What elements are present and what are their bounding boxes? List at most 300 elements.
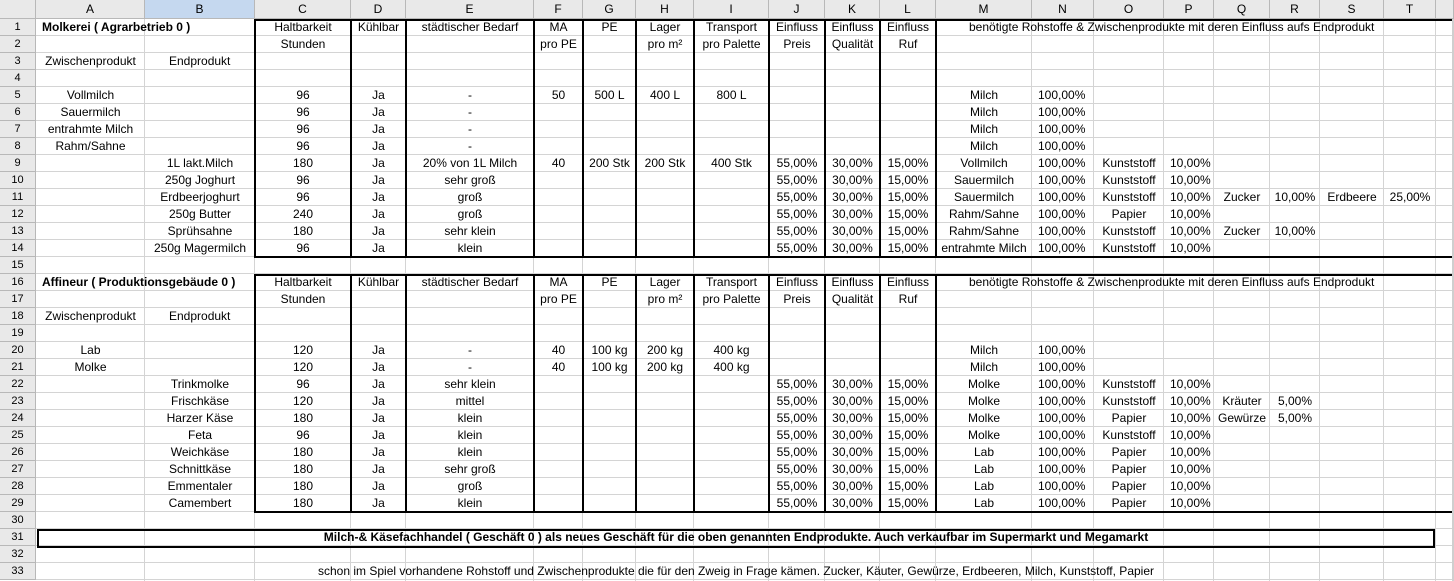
cell-e23[interactable]: mittel (455, 394, 485, 408)
column-header-n[interactable]: N (1032, 0, 1094, 19)
cell-d20[interactable]: Ja (372, 343, 385, 357)
cell-a8[interactable]: Rahm/Sahne (55, 139, 126, 153)
cell-m5[interactable]: Milch (969, 88, 998, 102)
cell-b27[interactable]: Schnittkäse (168, 462, 232, 476)
cell-k22[interactable]: 30,00% (832, 377, 873, 391)
cell-f20[interactable]: 40 (551, 343, 566, 357)
cell-n22[interactable]: 100,00% (1038, 377, 1086, 391)
cell-f5[interactable]: 50 (551, 88, 566, 102)
cell-d5[interactable]: Ja (372, 88, 385, 102)
cell-r24[interactable]: 5,00% (1277, 411, 1313, 425)
cell-e11[interactable]: groß (457, 190, 483, 204)
cell-d8[interactable]: Ja (372, 139, 385, 153)
cell-j10[interactable]: 55,00% (776, 173, 818, 187)
cell-d25[interactable]: Ja (372, 428, 385, 442)
cell-g1[interactable]: PE (601, 20, 618, 34)
column-header-b[interactable]: B (145, 0, 255, 19)
cell-o13[interactable]: Kunststoff (1102, 224, 1156, 238)
cell-d24[interactable]: Ja (372, 411, 385, 425)
cell-e14[interactable]: klein (457, 241, 483, 255)
cell-p10[interactable]: 10,00% (1170, 173, 1211, 187)
cell-l26[interactable]: 15,00% (887, 445, 929, 459)
cell-c14[interactable]: 96 (296, 241, 310, 255)
cell-p29[interactable]: 10,00% (1170, 496, 1211, 510)
cell-t11[interactable]: 25,00% (1389, 190, 1431, 204)
cell-e6[interactable]: - (468, 105, 472, 119)
cell-n24[interactable]: 100,00% (1038, 411, 1086, 425)
cell-n29[interactable]: 100,00% (1038, 496, 1086, 510)
cell-c11[interactable]: 96 (296, 190, 310, 204)
cell-e26[interactable]: klein (457, 445, 483, 459)
cell-e21[interactable]: - (468, 360, 472, 374)
row-header-9[interactable]: 9 (0, 155, 36, 172)
cell-e20[interactable]: - (468, 343, 472, 357)
cell-q11[interactable]: Zucker (1223, 190, 1261, 204)
cell-m20[interactable]: Milch (969, 343, 998, 357)
cell-d6[interactable]: Ja (372, 105, 385, 119)
cell-i1[interactable]: Transport (706, 20, 757, 34)
cell-d28[interactable]: Ja (372, 479, 385, 493)
row-header-8[interactable]: 8 (0, 138, 36, 155)
cell-j13[interactable]: 55,00% (776, 224, 818, 238)
cell-j28[interactable]: 55,00% (776, 479, 818, 493)
cell-i2[interactable]: pro Palette (702, 37, 761, 51)
cell-j17[interactable]: Preis (783, 292, 811, 306)
cell-h9[interactable]: 200 Stk (644, 156, 686, 170)
cell-c5[interactable]: 96 (296, 88, 310, 102)
cell-m25[interactable]: Molke (967, 428, 1000, 442)
cell-n11[interactable]: 100,00% (1038, 190, 1086, 204)
cell-o22[interactable]: Kunststoff (1102, 377, 1156, 391)
row-header-24[interactable]: 24 (0, 410, 36, 427)
cell-r13[interactable]: 10,00% (1274, 224, 1316, 238)
cell-g9[interactable]: 200 Stk (589, 156, 630, 170)
cell-i21[interactable]: 400 kg (713, 360, 750, 374)
cell-k26[interactable]: 30,00% (832, 445, 873, 459)
row-header-7[interactable]: 7 (0, 121, 36, 138)
cell-d1[interactable]: Kühlbar (357, 20, 400, 34)
cell-q24[interactable]: Gewürze (1217, 411, 1267, 425)
cell-n9[interactable]: 100,00% (1038, 156, 1086, 170)
cell-c2[interactable]: Stunden (280, 37, 326, 51)
cell-j12[interactable]: 55,00% (776, 207, 818, 221)
cell-i17[interactable]: pro Palette (702, 292, 761, 306)
cell-d10[interactable]: Ja (372, 173, 385, 187)
cell-o9[interactable]: Kunststoff (1102, 156, 1156, 170)
cell-k12[interactable]: 30,00% (832, 207, 873, 221)
row-header-17[interactable]: 17 (0, 291, 36, 308)
cell-m10[interactable]: Sauermilch (953, 173, 1015, 187)
cell-p28[interactable]: 10,00% (1170, 479, 1211, 493)
cell-p12[interactable]: 10,00% (1170, 207, 1211, 221)
row-header-21[interactable]: 21 (0, 359, 36, 376)
cell-f9[interactable]: 40 (551, 156, 566, 170)
cell-b28[interactable]: Emmentaler (167, 479, 233, 493)
cell-s11[interactable]: Erdbeere (1327, 190, 1377, 204)
column-header-d[interactable]: D (351, 0, 406, 19)
cell-k10[interactable]: 30,00% (832, 173, 873, 187)
cell-c6[interactable]: 96 (296, 105, 310, 119)
cell-l29[interactable]: 15,00% (887, 496, 929, 510)
cell-c25[interactable]: 96 (296, 428, 310, 442)
cell-i5[interactable]: 800 L (716, 88, 747, 102)
cell-o23[interactable]: Kunststoff (1102, 394, 1156, 408)
cell-o14[interactable]: Kunststoff (1102, 241, 1156, 255)
cell-h5[interactable]: 400 L (649, 88, 681, 102)
cell-m13[interactable]: Rahm/Sahne (948, 224, 1020, 238)
cell-l10[interactable]: 15,00% (887, 173, 929, 187)
cell-o11[interactable]: Kunststoff (1102, 190, 1156, 204)
cell-c26[interactable]: 180 (292, 445, 314, 459)
cell-j23[interactable]: 55,00% (776, 394, 818, 408)
cell-b13[interactable]: Sprühsahne (167, 224, 233, 238)
row-header-1[interactable]: 1 (0, 19, 36, 36)
cell-c22[interactable]: 96 (296, 377, 310, 391)
row-header-18[interactable]: 18 (0, 308, 36, 325)
cell-j29[interactable]: 55,00% (776, 496, 818, 510)
cell-m23[interactable]: Molke (967, 394, 1000, 408)
cell-f21[interactable]: 40 (551, 360, 566, 374)
row-header-15[interactable]: 15 (0, 257, 36, 274)
cell-l16[interactable]: Einfluss (886, 275, 930, 289)
cell-m27[interactable]: Lab (973, 462, 995, 476)
row-header-20[interactable]: 20 (0, 342, 36, 359)
cell-q23[interactable]: Kräuter (1222, 394, 1262, 408)
cell-c1[interactable]: Haltbarkeit (274, 20, 332, 34)
cell-c23[interactable]: 120 (292, 394, 314, 408)
cell-k17[interactable]: Qualität (831, 292, 874, 306)
cell-m9[interactable]: Vollmilch (960, 156, 1008, 170)
cell-m1[interactable]: benötigte Rohstoffe & Zwischenprodukte mit deren Einfluss aufs Endprodukt (969, 20, 1375, 34)
cell-a1[interactable]: Molkerei ( Agrarbetrieb 0 ) (42, 20, 191, 34)
row-header-3[interactable]: 3 (0, 53, 36, 70)
cell-m16[interactable]: benötigte Rohstoffe & Zwischenprodukte mit deren Einfluss aufs Endprodukt (969, 275, 1375, 289)
cell-n25[interactable]: 100,00% (1038, 428, 1086, 442)
cell-o26[interactable]: Papier (1111, 445, 1147, 459)
cell-i9[interactable]: 400 Stk (711, 156, 752, 170)
column-header-r[interactable]: R (1270, 0, 1320, 19)
cell-c21[interactable]: 120 (292, 360, 314, 374)
cell-p25[interactable]: 10,00% (1170, 428, 1211, 442)
cell-o27[interactable]: Papier (1111, 462, 1147, 476)
row-header-28[interactable]: 28 (0, 478, 36, 495)
cell-e22[interactable]: sehr klein (444, 377, 496, 391)
cell-l1[interactable]: Einfluss (886, 20, 930, 34)
cell-e13[interactable]: sehr klein (444, 224, 496, 238)
cell-e25[interactable]: klein (457, 428, 483, 442)
cell-g5[interactable]: 500 L (594, 88, 625, 102)
cell-l17[interactable]: Ruf (898, 292, 918, 306)
cell-o24[interactable]: Papier (1111, 411, 1147, 425)
cell-k16[interactable]: Einfluss (831, 275, 874, 289)
column-header-e[interactable]: E (406, 0, 534, 19)
column-header-g[interactable]: G (583, 0, 636, 19)
cell-h16[interactable]: Lager (649, 275, 681, 289)
cell-p26[interactable]: 10,00% (1170, 445, 1211, 459)
cell-n21[interactable]: 100,00% (1038, 360, 1086, 374)
row-header-14[interactable]: 14 (0, 240, 36, 257)
cell-k1[interactable]: Einfluss (831, 20, 874, 34)
column-header-m[interactable]: M (936, 0, 1032, 19)
cell-i20[interactable]: 400 kg (713, 343, 750, 357)
cell-b3[interactable]: Endprodukt (169, 54, 231, 68)
cell-e5[interactable]: - (468, 88, 472, 102)
cell-o28[interactable]: Papier (1111, 479, 1147, 493)
cell-o29[interactable]: Papier (1111, 496, 1147, 510)
cell-n8[interactable]: 100,00% (1038, 139, 1086, 153)
cell-d9[interactable]: Ja (372, 156, 385, 170)
row-header-23[interactable]: 23 (0, 393, 36, 410)
column-header-a[interactable]: A (36, 0, 145, 19)
cell-d16[interactable]: Kühlbar (357, 275, 400, 289)
cell-l22[interactable]: 15,00% (887, 377, 929, 391)
cell-p11[interactable]: 10,00% (1170, 190, 1211, 204)
cell-c24[interactable]: 180 (292, 411, 314, 425)
cell-k24[interactable]: 30,00% (832, 411, 873, 425)
cell-b11[interactable]: Erdbeerjoghurt (160, 190, 240, 204)
cell-p27[interactable]: 10,00% (1170, 462, 1211, 476)
cell-j27[interactable]: 55,00% (776, 462, 818, 476)
cell-j22[interactable]: 55,00% (776, 377, 818, 391)
cell-r11[interactable]: 10,00% (1274, 190, 1316, 204)
cell-b10[interactable]: 250g Joghurt (164, 173, 236, 187)
cell-n26[interactable]: 100,00% (1038, 445, 1086, 459)
column-header-l[interactable]: L (880, 0, 936, 19)
cell-c20[interactable]: 120 (292, 343, 314, 357)
row-header-33[interactable]: 33 (0, 563, 36, 580)
cell-a6[interactable]: Sauermilch (60, 105, 121, 119)
cell-c27[interactable]: 180 (292, 462, 314, 476)
row-header-22[interactable]: 22 (0, 376, 36, 393)
cell-c13[interactable]: 180 (292, 224, 314, 238)
cell-e1[interactable]: städtischer Bedarf (421, 20, 519, 34)
column-header-p[interactable]: P (1164, 0, 1214, 19)
row-header-13[interactable]: 13 (0, 223, 36, 240)
cell-e7[interactable]: - (468, 122, 472, 136)
cell-e8[interactable]: - (468, 139, 472, 153)
cell-i16[interactable]: Transport (706, 275, 757, 289)
column-header-f[interactable]: F (534, 0, 583, 19)
column-header-s[interactable]: S (1320, 0, 1384, 19)
cell-g20[interactable]: 100 kg (591, 343, 628, 357)
cell-a16[interactable]: Affineur ( Produktionsgebäude 0 ) (42, 275, 236, 289)
cell-m7[interactable]: Milch (969, 122, 998, 136)
cell-e28[interactable]: groß (457, 479, 483, 493)
cell-n12[interactable]: 100,00% (1038, 207, 1086, 221)
cell-n20[interactable]: 100,00% (1038, 343, 1086, 357)
cell-n28[interactable]: 100,00% (1038, 479, 1086, 493)
cell-l14[interactable]: 15,00% (887, 241, 929, 255)
row-header-27[interactable]: 27 (0, 461, 36, 478)
cell-h2[interactable]: pro m² (647, 37, 683, 51)
row-header-16[interactable]: 16 (0, 274, 36, 291)
cell-d7[interactable]: Ja (372, 122, 385, 136)
cell-h17[interactable]: pro m² (647, 292, 683, 306)
row-header-32[interactable]: 32 (0, 546, 36, 563)
cell-p23[interactable]: 10,00% (1170, 394, 1211, 408)
cell-a33[interactable]: schon im Spiel vorhandene Rohstoff und Zwischenprodukte die für den Zweig in Frage kämen. Zucker, Käuter, Gewürze, Erdbeeren, Milch, Kunststoff, Papier (318, 564, 1154, 578)
cell-m14[interactable]: entrahmte Milch (941, 241, 1027, 255)
cell-m21[interactable]: Milch (969, 360, 998, 374)
cell-b9[interactable]: 1L lakt.Milch (166, 156, 234, 170)
cell-p24[interactable]: 10,00% (1170, 411, 1211, 425)
row-header-2[interactable]: 2 (0, 36, 36, 53)
cell-b26[interactable]: Weichkäse (170, 445, 230, 459)
row-header-29[interactable]: 29 (0, 495, 36, 512)
cell-c16[interactable]: Haltbarkeit (274, 275, 332, 289)
cell-p13[interactable]: 10,00% (1170, 224, 1211, 238)
cell-d27[interactable]: Ja (372, 462, 385, 476)
cell-c10[interactable]: 96 (296, 173, 310, 187)
cell-m28[interactable]: Lab (973, 479, 995, 493)
cell-a20[interactable]: Lab (80, 343, 101, 357)
cell-l11[interactable]: 15,00% (887, 190, 929, 204)
cell-b14[interactable]: 250g Magermilch (153, 241, 247, 255)
cell-b22[interactable]: Trinkmolke (170, 377, 230, 391)
cell-o10[interactable]: Kunststoff (1102, 173, 1156, 187)
cell-d12[interactable]: Ja (372, 207, 385, 221)
cell-n6[interactable]: 100,00% (1038, 105, 1086, 119)
cell-j16[interactable]: Einfluss (775, 275, 819, 289)
cell-h21[interactable]: 200 kg (646, 360, 684, 374)
row-header-4[interactable]: 4 (0, 70, 36, 87)
cell-d22[interactable]: Ja (372, 377, 385, 391)
cell-b25[interactable]: Feta (187, 428, 212, 442)
cell-p14[interactable]: 10,00% (1170, 241, 1211, 255)
row-header-10[interactable]: 10 (0, 172, 36, 189)
cell-n23[interactable]: 100,00% (1038, 394, 1086, 408)
cell-b24[interactable]: Harzer Käse (166, 411, 234, 425)
cell-n10[interactable]: 100,00% (1038, 173, 1086, 187)
cell-l23[interactable]: 15,00% (887, 394, 929, 408)
cell-d21[interactable]: Ja (372, 360, 385, 374)
cell-e10[interactable]: sehr groß (444, 173, 496, 187)
cell-b12[interactable]: 250g Butter (168, 207, 232, 221)
cell-l27[interactable]: 15,00% (887, 462, 929, 476)
cell-k25[interactable]: 30,00% (832, 428, 873, 442)
cell-n14[interactable]: 100,00% (1038, 241, 1086, 255)
cell-k29[interactable]: 30,00% (832, 496, 873, 510)
cell-h1[interactable]: Lager (649, 20, 681, 34)
cell-f16[interactable]: MA (549, 275, 568, 289)
cell-m11[interactable]: Sauermilch (953, 190, 1015, 204)
cell-j14[interactable]: 55,00% (776, 241, 818, 255)
cell-j11[interactable]: 55,00% (776, 190, 818, 204)
cell-j2[interactable]: Preis (783, 37, 811, 51)
cell-b18[interactable]: Endprodukt (169, 309, 231, 323)
cell-e16[interactable]: städtischer Bedarf (421, 275, 519, 289)
cell-c17[interactable]: Stunden (280, 292, 326, 306)
cell-k14[interactable]: 30,00% (832, 241, 873, 255)
cell-a7[interactable]: entrahmte Milch (47, 122, 134, 136)
cell-g16[interactable]: PE (601, 275, 618, 289)
cell-k2[interactable]: Qualität (831, 37, 874, 51)
row-header-11[interactable]: 11 (0, 189, 36, 206)
cell-m29[interactable]: Lab (973, 496, 995, 510)
cell-g21[interactable]: 100 kg (591, 360, 628, 374)
cell-a3[interactable]: Zwischenprodukt (45, 54, 136, 68)
cell-j26[interactable]: 55,00% (776, 445, 818, 459)
cell-l2[interactable]: Ruf (898, 37, 918, 51)
row-header-31[interactable]: 31 (0, 529, 36, 546)
cell-a21[interactable]: Molke (74, 360, 107, 374)
cell-p22[interactable]: 10,00% (1170, 377, 1211, 391)
column-header-k[interactable]: K (825, 0, 880, 19)
row-header-6[interactable]: 6 (0, 104, 36, 121)
cell-m6[interactable]: Milch (969, 105, 998, 119)
cell-d29[interactable]: Ja (372, 496, 385, 510)
cell-c7[interactable]: 96 (296, 122, 310, 136)
cell-d23[interactable]: Ja (372, 394, 385, 408)
column-header-o[interactable]: O (1094, 0, 1164, 19)
row-header-19[interactable]: 19 (0, 325, 36, 342)
cell-e12[interactable]: groß (457, 207, 483, 221)
cell-b29[interactable]: Camembert (168, 496, 232, 510)
cell-l13[interactable]: 15,00% (887, 224, 929, 238)
row-header-25[interactable]: 25 (0, 427, 36, 444)
cell-d14[interactable]: Ja (372, 241, 385, 255)
column-header-q[interactable]: Q (1214, 0, 1270, 19)
cell-o25[interactable]: Kunststoff (1102, 428, 1156, 442)
cell-d26[interactable]: Ja (372, 445, 385, 459)
cell-a18[interactable]: Zwischenprodukt (45, 309, 136, 323)
cell-k27[interactable]: 30,00% (832, 462, 873, 476)
cell-d11[interactable]: Ja (372, 190, 385, 204)
cell-m8[interactable]: Milch (969, 139, 998, 153)
cell-e9[interactable]: 20% von 1L Milch (422, 156, 518, 170)
cell-k28[interactable]: 30,00% (832, 479, 873, 493)
cell-l9[interactable]: 15,00% (887, 156, 929, 170)
cell-l12[interactable]: 15,00% (887, 207, 929, 221)
cell-m26[interactable]: Lab (973, 445, 995, 459)
cell-c12[interactable]: 240 (292, 207, 314, 221)
cell-c8[interactable]: 96 (296, 139, 310, 153)
cell-e29[interactable]: klein (457, 496, 483, 510)
cell-m22[interactable]: Molke (967, 377, 1000, 391)
cell-j9[interactable]: 55,00% (776, 156, 818, 170)
cell-c9[interactable]: 180 (292, 156, 314, 170)
cell-l25[interactable]: 15,00% (887, 428, 929, 442)
row-header-5[interactable]: 5 (0, 87, 36, 104)
cell-e24[interactable]: klein (457, 411, 483, 425)
cell-c29[interactable]: 180 (292, 496, 314, 510)
column-header-j[interactable]: J (769, 0, 825, 19)
cell-c28[interactable]: 180 (292, 479, 314, 493)
cell-k11[interactable]: 30,00% (832, 190, 873, 204)
cell-k23[interactable]: 30,00% (832, 394, 873, 408)
cell-j1[interactable]: Einfluss (775, 20, 819, 34)
cell-n13[interactable]: 100,00% (1038, 224, 1086, 238)
column-header-i[interactable]: I (694, 0, 769, 19)
cell-a31[interactable]: Milch-& Käsefachhandel ( Geschäft 0 ) als neues Geschäft für die oben genannten Endprodukte. Auch verkaufbar im Supermarkt und Megamarkt (323, 530, 1149, 544)
cell-m24[interactable]: Molke (967, 411, 1000, 425)
row-header-12[interactable]: 12 (0, 206, 36, 223)
cell-d13[interactable]: Ja (372, 224, 385, 238)
cell-o12[interactable]: Papier (1111, 207, 1147, 221)
row-header-26[interactable]: 26 (0, 444, 36, 461)
cell-h20[interactable]: 200 kg (646, 343, 684, 357)
cell-j24[interactable]: 55,00% (776, 411, 818, 425)
cell-f2[interactable]: pro PE (540, 37, 577, 51)
cell-m12[interactable]: Rahm/Sahne (948, 207, 1020, 221)
cell-j25[interactable]: 55,00% (776, 428, 818, 442)
cell-k13[interactable]: 30,00% (832, 224, 873, 238)
cell-f1[interactable]: MA (549, 20, 568, 34)
cell-p9[interactable]: 10,00% (1170, 156, 1211, 170)
row-header-30[interactable]: 30 (0, 512, 36, 529)
column-header-t[interactable]: T (1384, 0, 1436, 19)
select-all-corner[interactable] (0, 0, 36, 19)
